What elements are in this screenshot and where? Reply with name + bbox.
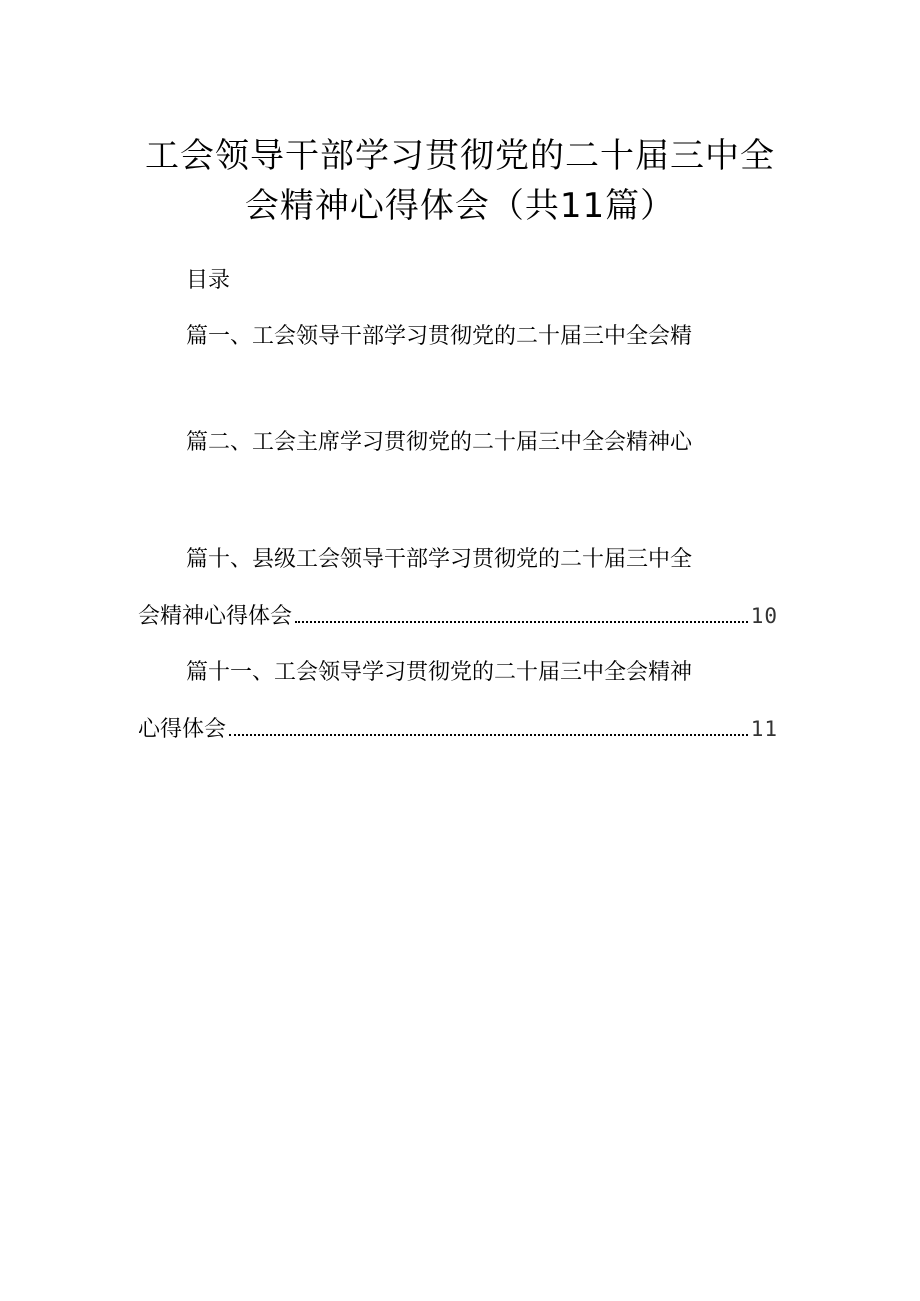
toc-entry-11-page-number: 11 — [750, 717, 778, 741]
document-title-line-2: 会精神心得体会（共11篇） — [244, 186, 676, 226]
toc-entry-11[interactable]: 篇十一、工会领导学习贯彻党的二十届三中全会精神 — [186, 660, 693, 685]
document-title-line-1: 工会领导干部学习贯彻党的二十届三中全 — [145, 136, 775, 176]
dot-leader — [295, 620, 748, 623]
toc-entry-10-continuation[interactable] — [138, 601, 778, 632]
toc-entry-10-text: 会精神心得体会 — [138, 604, 293, 629]
toc-entry-1[interactable]: 篇一、工会领导干部学习贯彻党的二十届三中全会精 — [186, 324, 693, 349]
toc-entry-10[interactable]: 篇十、县级工会领导干部学习贯彻党的二十届三中全 — [186, 547, 693, 572]
toc-entry-10-page-number: 10 — [750, 604, 778, 628]
dot-leader — [229, 733, 748, 736]
toc-heading: 目录 — [186, 268, 231, 293]
toc-entry-2[interactable]: 篇二、工会主席学习贯彻党的二十届三中全会精神心 — [186, 430, 693, 455]
toc-entry-11-text: 心得体会 — [138, 717, 227, 742]
toc-entry-11-continuation[interactable] — [138, 714, 778, 745]
